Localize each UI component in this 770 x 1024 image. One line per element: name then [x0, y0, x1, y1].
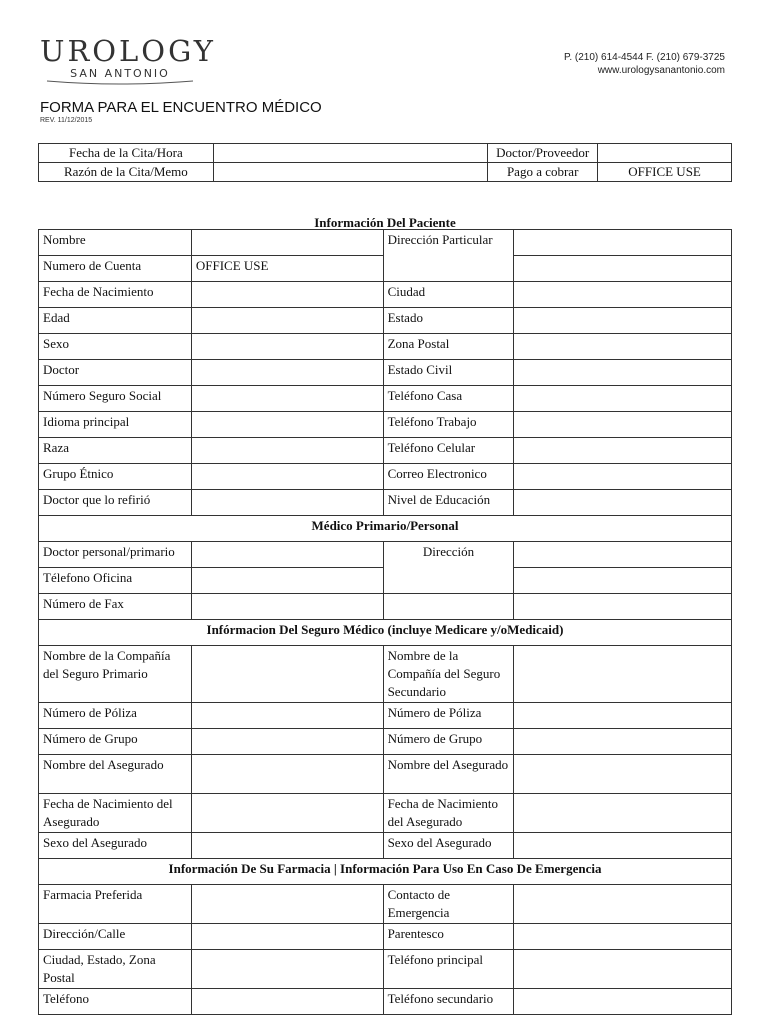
- secondary-phone-field[interactable]: [514, 989, 732, 1015]
- pharmacy-field[interactable]: [191, 885, 383, 924]
- secondary-group-field[interactable]: [514, 729, 732, 755]
- payment-office-use: OFFICE USE: [598, 163, 732, 182]
- ssn-field[interactable]: [191, 386, 383, 412]
- work-phone-label: Teléfono Trabajo: [383, 412, 514, 438]
- group-number-label: Número de Grupo: [39, 729, 192, 755]
- language-field[interactable]: [191, 412, 383, 438]
- policy-number-label: Número de Póliza: [39, 703, 192, 729]
- city-label: Ciudad: [383, 282, 514, 308]
- primary-extra-label: [383, 594, 514, 620]
- office-phone-field[interactable]: [191, 568, 383, 594]
- primary-address-field-2[interactable]: [514, 568, 732, 594]
- referring-doctor-label: Doctor que lo refirió: [39, 490, 192, 516]
- education-field[interactable]: [514, 490, 732, 516]
- home-phone-field[interactable]: [514, 386, 732, 412]
- secondary-phone-label: Teléfono secundario: [383, 989, 514, 1015]
- secondary-insured-sex-label: Sexo del Asegurado: [383, 833, 514, 859]
- secondary-policy-field[interactable]: [514, 703, 732, 729]
- office-phone-label: Télefono Oficina: [39, 568, 192, 594]
- state-field[interactable]: [514, 308, 732, 334]
- patient-name-field[interactable]: [191, 230, 383, 256]
- urology-logo: [40, 34, 216, 86]
- city-state-zip-label: Ciudad, Estado, Zona Postal: [39, 950, 192, 989]
- home-phone-label: Teléfono Casa: [383, 386, 514, 412]
- ssn-label: Número Seguro Social: [39, 386, 192, 412]
- secondary-insured-name-field[interactable]: [514, 755, 732, 794]
- insured-sex-field[interactable]: [191, 833, 383, 859]
- appointment-date-label: Fecha de la Cita/Hora: [39, 144, 214, 163]
- age-label: Edad: [39, 308, 192, 334]
- race-label: Raza: [39, 438, 192, 464]
- appointment-reason-field[interactable]: [213, 163, 487, 182]
- race-field[interactable]: [191, 438, 383, 464]
- phone-fax: P. (210) 614-4544 F. (210) 679-3725: [563, 52, 725, 63]
- patient-form-table: [38, 217, 732, 1015]
- primary-address-label: Dirección: [383, 542, 514, 594]
- relationship-field[interactable]: [514, 924, 732, 950]
- account-number-label: Numero de Cuenta: [39, 256, 192, 282]
- logo-sub-text: SAN ANTONIO: [70, 67, 170, 80]
- pharmacy-emergency-title: Información De Su Farmacia | Información Para Uso En Caso De Emergencia: [39, 859, 732, 885]
- contact-info: [564, 51, 725, 77]
- primary-address-field-1[interactable]: [514, 542, 732, 568]
- language-label: Idioma principal: [39, 412, 192, 438]
- secondary-insurance-label: Nombre de la Compañía del Seguro Secundario: [383, 646, 514, 703]
- pharmacy-label: Farmacia Preferida: [39, 885, 192, 924]
- birth-date-label: Fecha de Nacimiento: [39, 282, 192, 308]
- home-address-label: Dirección Particular: [383, 230, 514, 282]
- primary-insurance-label: Nombre de la Compañía del Seguro Primario: [39, 646, 192, 703]
- secondary-insured-sex-field[interactable]: [514, 833, 732, 859]
- insured-name-label: Nombre del Asegurado: [39, 755, 192, 794]
- revision-date: REV. 11/12/2015: [40, 117, 93, 124]
- insured-birth-label: Fecha de Nacimiento del Asegurado: [39, 794, 192, 833]
- secondary-insurance-field[interactable]: [514, 646, 732, 703]
- home-address-field-2[interactable]: [514, 256, 732, 282]
- relationship-label: Parentesco: [383, 924, 514, 950]
- primary-address-field-3[interactable]: [514, 594, 732, 620]
- education-label: Nivel de Educación: [383, 490, 514, 516]
- logo-swoosh-icon: [45, 80, 195, 86]
- main-phone-field[interactable]: [514, 950, 732, 989]
- emergency-contact-field[interactable]: [514, 885, 732, 924]
- group-number-field[interactable]: [191, 729, 383, 755]
- home-address-field-1[interactable]: [514, 230, 732, 256]
- patient-info-title: Información Del Paciente: [39, 217, 732, 230]
- marital-status-label: Estado Civil: [383, 360, 514, 386]
- fax-field[interactable]: [191, 594, 383, 620]
- account-number-office-use: OFFICE USE: [191, 256, 383, 282]
- street-address-label: Dirección/Calle: [39, 924, 192, 950]
- secondary-insured-birth-label: Fecha de Nacimiento del Asegurado: [383, 794, 514, 833]
- insured-birth-field[interactable]: [191, 794, 383, 833]
- sex-field[interactable]: [191, 334, 383, 360]
- appointment-reason-label: Razón de la Cita/Memo: [39, 163, 214, 182]
- secondary-group-label: Número de Grupo: [383, 729, 514, 755]
- city-state-zip-field[interactable]: [191, 950, 383, 989]
- pharmacy-phone-label: Teléfono: [39, 989, 192, 1015]
- age-field[interactable]: [191, 308, 383, 334]
- city-field[interactable]: [514, 282, 732, 308]
- insurance-title: Infórmacion Del Seguro Médico (incluye Medicare y/oMedicaid): [39, 620, 732, 646]
- zip-field[interactable]: [514, 334, 732, 360]
- email-field[interactable]: [514, 464, 732, 490]
- secondary-policy-label: Número de Póliza: [383, 703, 514, 729]
- doctor-field[interactable]: [191, 360, 383, 386]
- doctor-label: Doctor: [39, 360, 192, 386]
- state-label: Estado: [383, 308, 514, 334]
- patient-name-label: Nombre: [39, 230, 192, 256]
- policy-number-field[interactable]: [191, 703, 383, 729]
- sex-label: Sexo: [39, 334, 192, 360]
- primary-doctor-title: Médico Primario/Personal: [39, 516, 732, 542]
- secondary-insured-name-label: Nombre del Asegurado: [383, 755, 514, 794]
- birth-date-field[interactable]: [191, 282, 383, 308]
- doctor-provider-label: Doctor/Proveedor: [488, 144, 598, 163]
- cell-phone-label: Teléfono Celular: [383, 438, 514, 464]
- doctor-provider-field[interactable]: [598, 144, 732, 163]
- ethnic-group-label: Grupo Étnico: [39, 464, 192, 490]
- logo-main-text: UROLOGY: [40, 34, 216, 68]
- zip-label: Zona Postal: [383, 334, 514, 360]
- email-label: Correo Electronico: [383, 464, 514, 490]
- cell-phone-field[interactable]: [514, 438, 732, 464]
- ethnic-group-field[interactable]: [191, 464, 383, 490]
- secondary-insured-birth-field[interactable]: [514, 794, 732, 833]
- website-text: www.urologysanantonio.com: [597, 65, 725, 76]
- insured-sex-label: Sexo del Asegurado: [39, 833, 192, 859]
- primary-insurance-field[interactable]: [191, 646, 383, 703]
- form-title: FORMA PARA EL ENCUENTRO MÉDICO: [40, 99, 322, 116]
- appointment-date-field[interactable]: [213, 144, 487, 163]
- marital-status-field[interactable]: [514, 360, 732, 386]
- work-phone-field[interactable]: [514, 412, 732, 438]
- primary-doctor-label: Doctor personal/primario: [39, 542, 192, 568]
- primary-doctor-field[interactable]: [191, 542, 383, 568]
- pharmacy-phone-field[interactable]: [191, 989, 383, 1015]
- appointment-table: [38, 143, 732, 182]
- emergency-contact-label: Contacto de Emergencia: [383, 885, 514, 924]
- referring-doctor-field[interactable]: [191, 490, 383, 516]
- street-address-field[interactable]: [191, 924, 383, 950]
- payment-label: Pago a cobrar: [488, 163, 598, 182]
- insured-name-field[interactable]: [191, 755, 383, 794]
- main-phone-label: Teléfono principal: [383, 950, 514, 989]
- fax-label: Número de Fax: [39, 594, 192, 620]
